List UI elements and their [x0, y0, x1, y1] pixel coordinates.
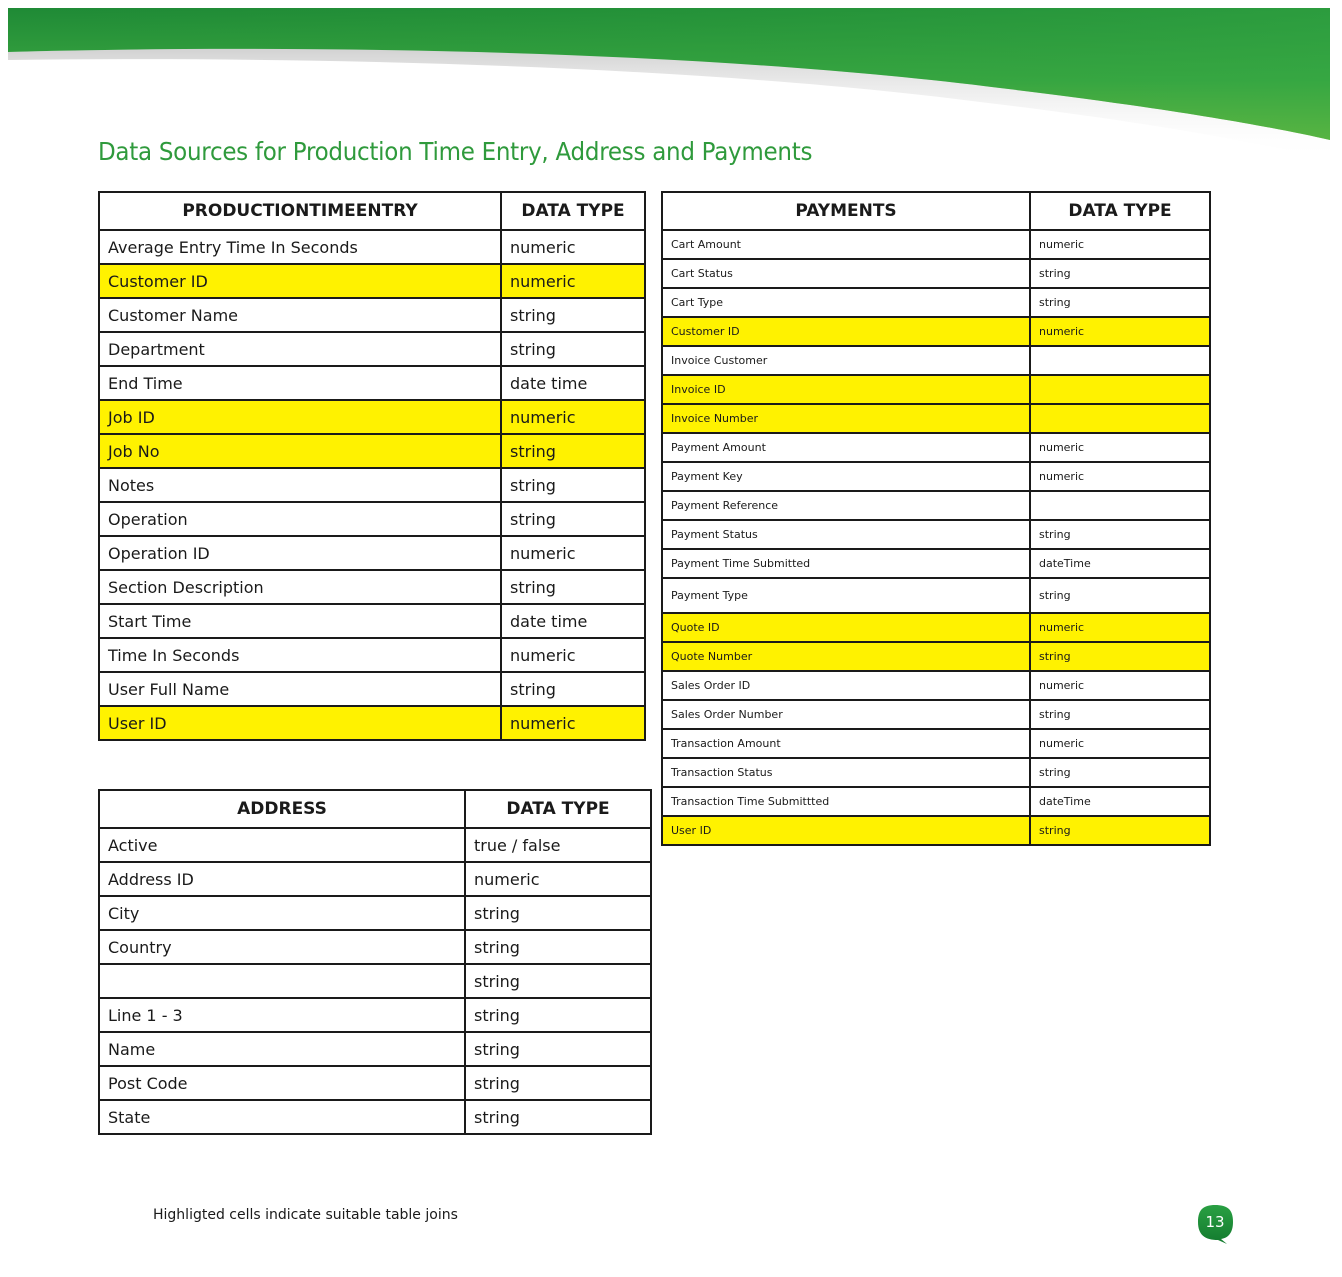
table-row — [662, 787, 1210, 816]
table-row — [99, 298, 645, 332]
data-type-cell: numeric — [501, 400, 645, 434]
table-row — [99, 536, 645, 570]
table-row — [662, 816, 1210, 845]
field-name-cell: Customer Name — [99, 298, 501, 332]
field-name-cell: Payment Type — [662, 578, 1030, 613]
field-name-cell: Section Description — [99, 570, 501, 604]
payments-table — [661, 191, 1211, 846]
field-name-cell: Cart Amount — [662, 230, 1030, 259]
data-type-cell: string — [501, 672, 645, 706]
data-type-cell: string — [1030, 700, 1210, 729]
data-type-cell: dateTime — [1030, 787, 1210, 816]
data-type-cell: string — [501, 502, 645, 536]
page-number: 13 — [1205, 1213, 1225, 1231]
table-row — [99, 862, 651, 896]
page-number-badge — [1197, 1203, 1235, 1243]
field-name-cell: Sales Order Number — [662, 700, 1030, 729]
field-name-cell: Quote ID — [662, 613, 1030, 642]
field-name-cell: Transaction Time Submittted — [662, 787, 1030, 816]
data-type-cell: string — [501, 570, 645, 604]
production-time-entry-table — [98, 191, 646, 741]
field-name-cell: Payment Amount — [662, 433, 1030, 462]
data-type-cell: numeric — [1030, 317, 1210, 346]
data-type-cell: true / false — [465, 828, 651, 862]
column-header-data-type: DATA TYPE — [501, 192, 645, 230]
field-name-cell: Payment Reference — [662, 491, 1030, 520]
field-name-cell: Average Entry Time In Seconds — [99, 230, 501, 264]
table-row — [662, 230, 1210, 259]
data-type-cell: string — [501, 434, 645, 468]
field-name-cell: Time In Seconds — [99, 638, 501, 672]
table-row — [662, 491, 1210, 520]
data-type-cell: string — [465, 964, 651, 998]
field-name-cell: Job No — [99, 434, 501, 468]
field-name-cell: Line 1 - 3 — [99, 998, 465, 1032]
field-name-cell: Payment Time Submitted — [662, 549, 1030, 578]
field-name-cell: Post Code — [99, 1066, 465, 1100]
data-type-cell: numeric — [501, 264, 645, 298]
table-row — [99, 604, 645, 638]
data-type-cell: string — [465, 930, 651, 964]
field-name-cell: Operation ID — [99, 536, 501, 570]
table-header-row — [662, 192, 1210, 230]
field-name-cell: Invoice Customer — [662, 346, 1030, 375]
data-type-cell: string — [465, 1100, 651, 1134]
table-row — [99, 964, 651, 998]
data-type-cell: numeric — [1030, 462, 1210, 491]
table-row — [99, 400, 645, 434]
data-type-cell: date time — [501, 604, 645, 638]
column-header-field: PRODUCTIONTIMEENTRY — [99, 192, 501, 230]
page-title: Data Sources for Production Time Entry, Address and Payments — [98, 137, 813, 166]
column-header-data-type: DATA TYPE — [1030, 192, 1210, 230]
column-header-field: PAYMENTS — [662, 192, 1030, 230]
table-row — [99, 930, 651, 964]
data-type-cell: numeric — [1030, 613, 1210, 642]
table-row — [99, 366, 645, 400]
table-row — [99, 570, 645, 604]
field-name-cell: Cart Type — [662, 288, 1030, 317]
table-row — [662, 375, 1210, 404]
data-type-cell: string — [465, 998, 651, 1032]
table-row — [99, 332, 645, 366]
field-name-cell: End Time — [99, 366, 501, 400]
field-name-cell: Quote Number — [662, 642, 1030, 671]
table-row — [99, 896, 651, 930]
table-row — [662, 671, 1210, 700]
table-header-row — [99, 192, 645, 230]
field-name-cell: User ID — [99, 706, 501, 740]
field-name-cell: State — [99, 1100, 465, 1134]
table-row — [99, 1032, 651, 1066]
field-name-cell: Customer ID — [662, 317, 1030, 346]
table-row — [662, 346, 1210, 375]
table-row — [99, 638, 645, 672]
data-type-cell: numeric — [1030, 729, 1210, 758]
table-row — [662, 520, 1210, 549]
data-type-cell: string — [465, 1066, 651, 1100]
data-type-cell: string — [1030, 578, 1210, 613]
data-type-cell: string — [1030, 758, 1210, 787]
data-type-cell: string — [501, 468, 645, 502]
field-name-cell: Invoice ID — [662, 375, 1030, 404]
data-type-cell: numeric — [501, 638, 645, 672]
table-row — [662, 578, 1210, 613]
field-name-cell: Notes — [99, 468, 501, 502]
table-row — [99, 1066, 651, 1100]
data-type-cell: string — [1030, 259, 1210, 288]
data-type-cell: string — [501, 332, 645, 366]
table-row — [662, 259, 1210, 288]
data-type-cell — [1030, 404, 1210, 433]
data-type-cell: string — [501, 298, 645, 332]
data-type-cell: numeric — [1030, 671, 1210, 700]
table-row — [99, 468, 645, 502]
table-row — [99, 264, 645, 298]
table-row — [662, 288, 1210, 317]
data-type-cell: numeric — [465, 862, 651, 896]
field-name-cell: Job ID — [99, 400, 501, 434]
table-header-row — [99, 790, 651, 828]
data-type-cell: string — [1030, 816, 1210, 845]
data-type-cell: dateTime — [1030, 549, 1210, 578]
field-name-cell: Cart Status — [662, 259, 1030, 288]
table-row — [662, 700, 1210, 729]
field-name-cell: User Full Name — [99, 672, 501, 706]
table-row — [99, 230, 645, 264]
data-type-cell — [1030, 375, 1210, 404]
data-type-cell: string — [465, 1032, 651, 1066]
column-header-field: ADDRESS — [99, 790, 465, 828]
data-type-cell: string — [1030, 642, 1210, 671]
data-type-cell: string — [1030, 288, 1210, 317]
data-type-cell: numeric — [501, 536, 645, 570]
field-name-cell: Operation — [99, 502, 501, 536]
field-name-cell: Payment Status — [662, 520, 1030, 549]
table-row — [99, 672, 645, 706]
data-type-cell: string — [465, 896, 651, 930]
table-row — [662, 549, 1210, 578]
field-name-cell: Customer ID — [99, 264, 501, 298]
field-name-cell: Transaction Amount — [662, 729, 1030, 758]
field-name-cell: Payment Key — [662, 462, 1030, 491]
table-row — [662, 462, 1210, 491]
table-row — [99, 502, 645, 536]
field-name-cell: Department — [99, 332, 501, 366]
data-type-cell — [1030, 491, 1210, 520]
data-type-cell: numeric — [1030, 230, 1210, 259]
field-name-cell: Active — [99, 828, 465, 862]
table-row — [662, 317, 1210, 346]
field-name-cell: Transaction Status — [662, 758, 1030, 787]
data-type-cell: date time — [501, 366, 645, 400]
data-type-cell: numeric — [501, 706, 645, 740]
field-name-cell: Start Time — [99, 604, 501, 638]
data-type-cell: numeric — [501, 230, 645, 264]
data-type-cell: numeric — [1030, 433, 1210, 462]
table-row — [662, 404, 1210, 433]
table-row — [662, 729, 1210, 758]
field-name-cell: City — [99, 896, 465, 930]
field-name-cell — [99, 964, 465, 998]
data-type-cell: string — [1030, 520, 1210, 549]
data-type-cell — [1030, 346, 1210, 375]
field-name-cell: User ID — [662, 816, 1030, 845]
header-swoosh-banner — [0, 0, 1342, 160]
field-name-cell: Address ID — [99, 862, 465, 896]
field-name-cell: Name — [99, 1032, 465, 1066]
table-row — [662, 433, 1210, 462]
table-row — [99, 828, 651, 862]
table-row — [99, 1100, 651, 1134]
footnote: Highligted cells indicate suitable table joins — [153, 1207, 458, 1223]
field-name-cell: Country — [99, 930, 465, 964]
table-row — [99, 998, 651, 1032]
table-row — [99, 434, 645, 468]
column-header-data-type: DATA TYPE — [465, 790, 651, 828]
table-row — [99, 706, 645, 740]
address-table — [98, 789, 652, 1135]
table-row — [662, 613, 1210, 642]
table-row — [662, 758, 1210, 787]
field-name-cell: Invoice Number — [662, 404, 1030, 433]
field-name-cell: Sales Order ID — [662, 671, 1030, 700]
table-row — [662, 642, 1210, 671]
